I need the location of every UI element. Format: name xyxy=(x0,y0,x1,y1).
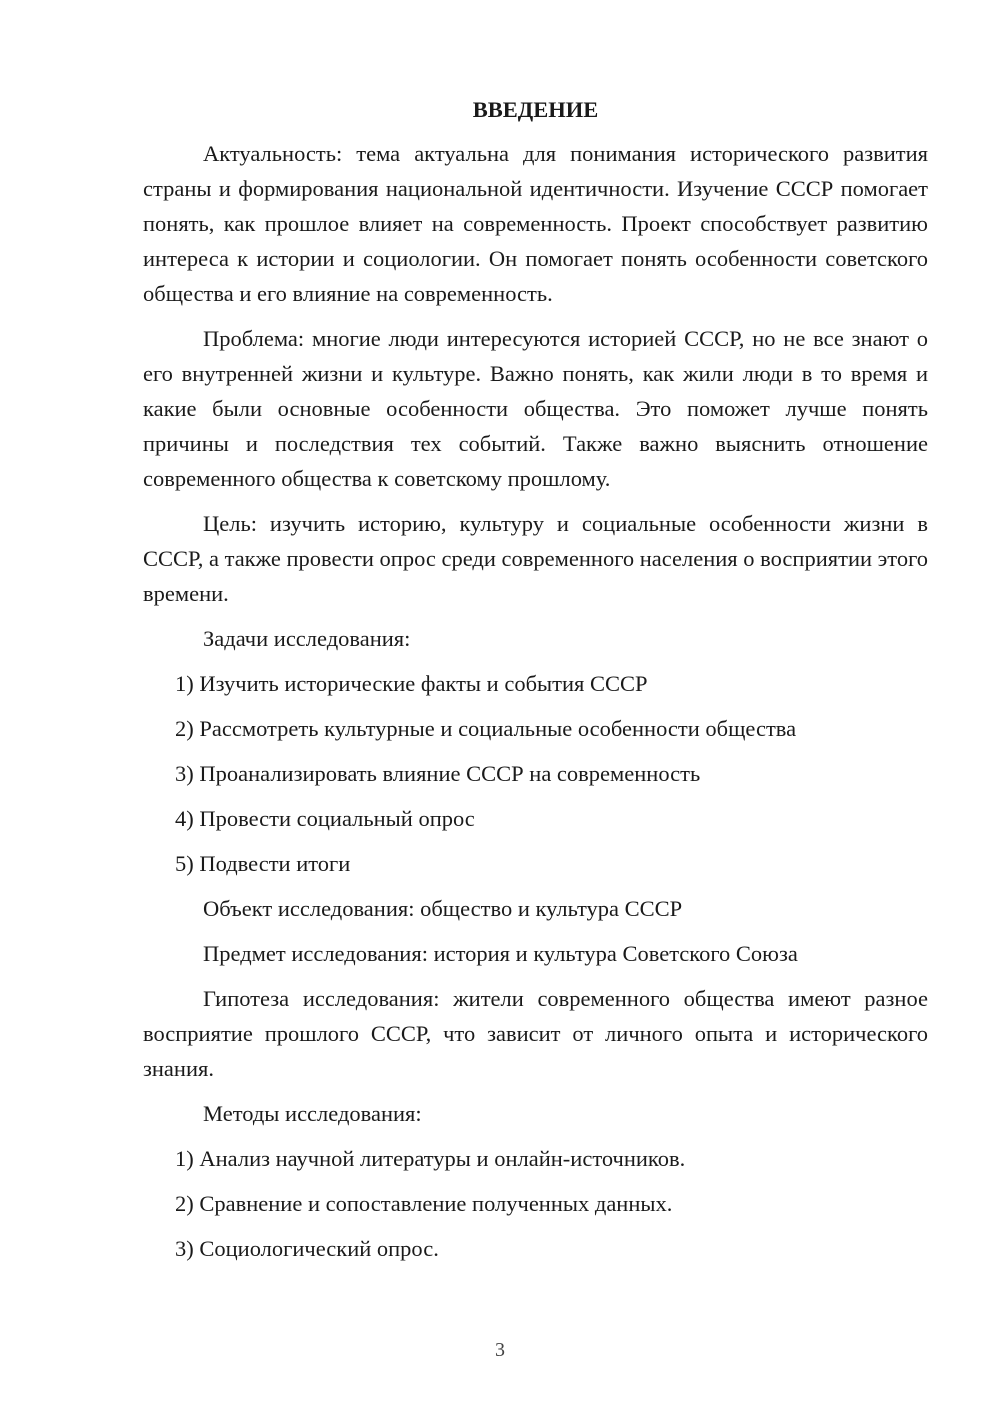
section-title: ВВЕДЕНИЕ xyxy=(472,97,599,122)
methods-list xyxy=(143,1141,928,1266)
page-number: 3 xyxy=(495,1339,505,1361)
page-content xyxy=(143,92,928,1276)
list-item: 5) Подвести итоги xyxy=(175,851,351,876)
relevance-paragraph: Актуальность: тема актуальна для понимания исторического развития страны и формирования национальной идентичности. Изучение СССР помогает понять, как прошлое влияет на современность. Проект способствует развитию интереса к истории и социологии. Он помогает понять особенности советского общества и его влияние на современность. xyxy=(143,141,928,306)
list-item: 3) Проанализировать влияние СССР на современность xyxy=(175,761,701,786)
list-item: 3) Социологический опрос. xyxy=(175,1236,439,1261)
list-item: 2) Сравнение и сопоставление полученных данных. xyxy=(175,1191,673,1216)
hypothesis-paragraph: Гипотеза исследования: жители современного общества имеют разное восприятие прошлого СССР, что зависит от личного опыта и исторического знания. xyxy=(143,986,928,1081)
tasks-list xyxy=(143,666,928,881)
list-item: 2) Рассмотреть культурные и социальные особенности общества xyxy=(175,716,797,741)
problem-paragraph: Проблема: многие люди интересуются историей СССР, но не все знают о его внутренней жизни и культуре. Важно понять, как жили люди в то время и какие были основные особенности общества. Это поможет лучше понять причины и последствия тех событий. Также важно выяснить отношение современного общества к советскому прошлому. xyxy=(143,326,928,491)
goal-paragraph: Цель: изучить историю, культуру и социальные особенности жизни в СССР, а также провести опрос среди современного населения о восприятии этого времени. xyxy=(143,511,929,606)
subject-line: Предмет исследования: история и культура Советского Союза xyxy=(203,941,798,966)
list-item: 1) Анализ научной литературы и онлайн-источников. xyxy=(175,1146,686,1171)
tasks-label: Задачи исследования: xyxy=(203,626,411,651)
methods-label: Методы исследования: xyxy=(203,1101,422,1126)
list-item: 4) Провести социальный опрос xyxy=(175,806,475,831)
list-item: 1) Изучить исторические факты и события СССР xyxy=(175,671,648,696)
object-line: Объект исследования: общество и культура СССР xyxy=(203,896,683,921)
